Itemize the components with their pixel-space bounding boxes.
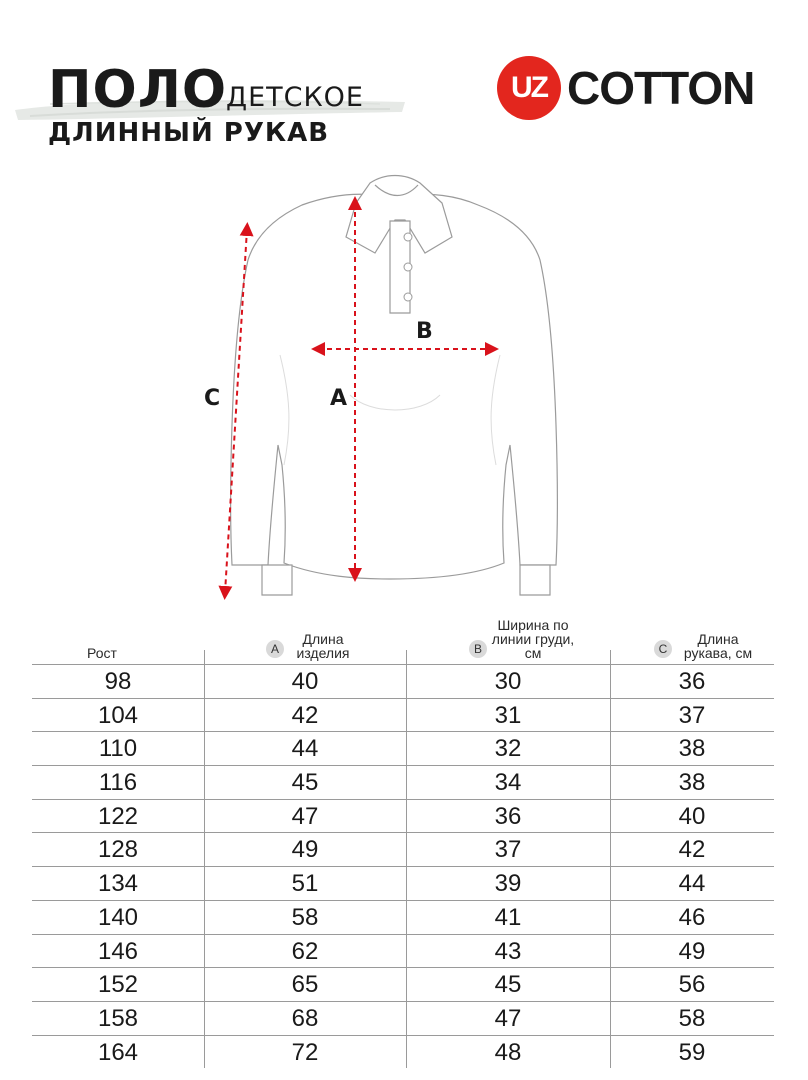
column-divider bbox=[406, 699, 407, 732]
cell-width: 48 bbox=[494, 1038, 522, 1066]
cell-sleeve: 38 bbox=[678, 735, 706, 763]
cell-width: 32 bbox=[494, 735, 522, 763]
cell-sleeve: 38 bbox=[678, 769, 706, 797]
column-divider bbox=[610, 968, 611, 1001]
column-divider bbox=[406, 935, 407, 968]
column-divider bbox=[406, 1002, 407, 1035]
size-table-header bbox=[32, 614, 774, 664]
product-title: ПОЛО bbox=[48, 60, 228, 120]
cell-sleeve: 42 bbox=[678, 836, 706, 864]
brand-logo-text: COTTON bbox=[567, 62, 755, 114]
cell-width: 36 bbox=[494, 802, 522, 830]
cell-length: 51 bbox=[291, 870, 319, 898]
cell-sleeve: 58 bbox=[678, 1004, 706, 1032]
table-row bbox=[32, 934, 774, 968]
dimension-label-a: A bbox=[330, 386, 348, 411]
size-table bbox=[32, 614, 774, 1068]
product-subtitle: ДЕТСКОЕ bbox=[226, 82, 364, 113]
cell-height: 128 bbox=[97, 836, 139, 864]
table-row bbox=[32, 765, 774, 799]
table-row bbox=[32, 1001, 774, 1035]
column-divider bbox=[610, 800, 611, 833]
cell-sleeve: 46 bbox=[678, 903, 706, 931]
header-length: A Длина изделия bbox=[252, 632, 372, 660]
dimension-label-b: B bbox=[416, 319, 433, 344]
column-divider bbox=[610, 665, 611, 698]
cell-width: 34 bbox=[494, 769, 522, 797]
column-divider bbox=[610, 1002, 611, 1035]
cell-width: 47 bbox=[494, 1004, 522, 1032]
cell-width: 43 bbox=[494, 937, 522, 965]
header-sleeve: C Длина рукава, см bbox=[652, 632, 762, 660]
cell-width: 39 bbox=[494, 870, 522, 898]
table-row bbox=[32, 866, 774, 900]
column-divider bbox=[406, 800, 407, 833]
cell-height: 110 bbox=[98, 735, 138, 763]
table-row bbox=[32, 832, 774, 866]
header-divider bbox=[204, 650, 205, 664]
column-divider bbox=[610, 732, 611, 765]
cell-length: 68 bbox=[291, 1004, 319, 1032]
table-row bbox=[32, 900, 774, 934]
brand-logo-mark: UZ bbox=[511, 71, 547, 104]
dimension-label-c: C bbox=[204, 386, 221, 411]
cell-length: 45 bbox=[291, 769, 319, 797]
column-divider bbox=[406, 1036, 407, 1069]
column-divider bbox=[204, 800, 205, 833]
table-row bbox=[32, 1035, 774, 1069]
column-divider bbox=[204, 968, 205, 1001]
cell-length: 62 bbox=[291, 937, 319, 965]
cell-height: 98 bbox=[104, 668, 132, 695]
cell-width: 31 bbox=[494, 701, 522, 729]
column-divider bbox=[406, 901, 407, 934]
cell-sleeve: 37 bbox=[678, 701, 706, 729]
column-divider bbox=[610, 867, 611, 900]
column-divider bbox=[406, 732, 407, 765]
table-row bbox=[32, 731, 774, 765]
column-divider bbox=[610, 1036, 611, 1069]
column-divider bbox=[204, 833, 205, 866]
cell-width: 37 bbox=[494, 836, 522, 864]
column-divider bbox=[610, 766, 611, 799]
cell-height: 146 bbox=[97, 937, 139, 965]
cell-height: 140 bbox=[97, 903, 139, 931]
header-sleeve-badge: C bbox=[654, 640, 672, 658]
column-divider bbox=[406, 665, 407, 698]
header-width: B Ширина по линии груди, см bbox=[452, 618, 592, 660]
brand-logo bbox=[497, 56, 757, 122]
cell-length: 58 bbox=[291, 903, 319, 931]
cell-length: 49 bbox=[291, 836, 319, 864]
cell-sleeve: 36 bbox=[678, 668, 706, 695]
column-divider bbox=[610, 699, 611, 732]
cell-length: 47 bbox=[291, 802, 319, 830]
column-divider bbox=[406, 833, 407, 866]
table-row bbox=[32, 698, 774, 732]
cell-height: 152 bbox=[97, 971, 139, 999]
size-table-body bbox=[32, 664, 774, 1068]
cell-width: 30 bbox=[494, 668, 522, 695]
column-divider bbox=[610, 833, 611, 866]
column-divider bbox=[204, 665, 205, 698]
column-divider bbox=[204, 935, 205, 968]
cell-sleeve: 49 bbox=[678, 937, 706, 965]
table-row bbox=[32, 799, 774, 833]
cell-length: 44 bbox=[291, 735, 319, 763]
column-divider bbox=[204, 732, 205, 765]
brand-logo-circle bbox=[497, 56, 561, 120]
column-divider bbox=[610, 935, 611, 968]
product-sleeve-type: ДЛИННЫЙ РУКАВ bbox=[48, 118, 330, 148]
column-divider bbox=[406, 968, 407, 1001]
header-length-badge: A bbox=[266, 640, 284, 658]
cell-length: 72 bbox=[291, 1038, 319, 1066]
cell-width: 41 bbox=[494, 903, 522, 931]
header-width-badge: B bbox=[469, 640, 487, 658]
polo-shirt-diagram bbox=[180, 165, 600, 605]
cell-length: 42 bbox=[291, 701, 319, 729]
column-divider bbox=[406, 867, 407, 900]
column-divider bbox=[204, 699, 205, 732]
table-row bbox=[32, 967, 774, 1001]
cell-height: 158 bbox=[97, 1004, 139, 1032]
cell-sleeve: 40 bbox=[678, 802, 706, 830]
column-divider bbox=[204, 1002, 205, 1035]
cell-sleeve: 59 bbox=[678, 1038, 706, 1066]
header-divider bbox=[406, 650, 407, 664]
cell-height: 122 bbox=[97, 802, 139, 830]
header-height: Рост bbox=[87, 645, 117, 661]
column-divider bbox=[204, 766, 205, 799]
cell-width: 45 bbox=[494, 971, 522, 999]
cell-height: 164 bbox=[97, 1038, 139, 1066]
cell-sleeve: 44 bbox=[678, 870, 706, 898]
column-divider bbox=[204, 867, 205, 900]
cell-length: 65 bbox=[291, 971, 319, 999]
column-divider bbox=[406, 766, 407, 799]
cell-height: 116 bbox=[98, 769, 138, 797]
cell-height: 134 bbox=[97, 870, 139, 898]
cell-length: 40 bbox=[291, 668, 319, 695]
cell-sleeve: 56 bbox=[678, 971, 706, 999]
cell-height: 104 bbox=[97, 701, 139, 729]
column-divider bbox=[204, 901, 205, 934]
header-divider bbox=[610, 650, 611, 664]
column-divider bbox=[610, 901, 611, 934]
table-row bbox=[32, 664, 774, 698]
column-divider bbox=[204, 1036, 205, 1069]
